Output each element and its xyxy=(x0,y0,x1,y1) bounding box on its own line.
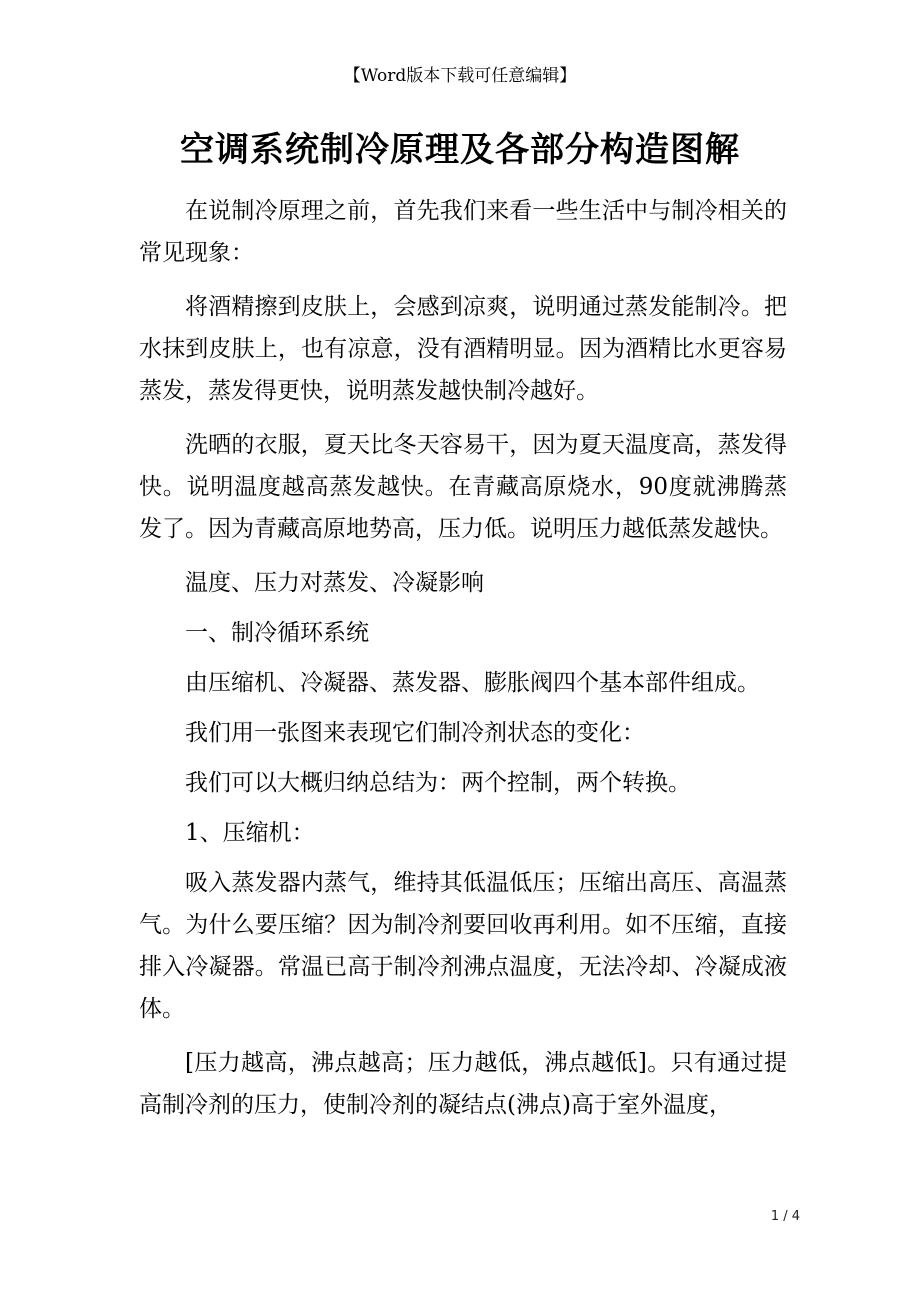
document-header-note: 【Word版本下载可任意编辑】 xyxy=(343,66,577,86)
paragraph-heading-influence: 温度、压力对蒸发、冷凝影响 xyxy=(185,570,484,596)
paragraph-intro: 在说制冷原理之前，首先我们来看一些生活中与制冷相关的常见现象： xyxy=(139,198,787,266)
page-number: 1 / 4 xyxy=(770,1209,800,1224)
paragraph-diagram-intro: 我们用一张图来表现它们制冷剂状态的变化： xyxy=(185,720,645,746)
paragraph-compressor: 吸入蒸发器内蒸气，维持其低温低压；压缩出高压、高温蒸气。为什么要压缩？因为制冷剂要回收再利用。如不压缩，直接排入冷凝器。常温已高于制冷剂沸点温度，无法冷却、冷凝成液体。 xyxy=(139,870,787,1022)
paragraph-summary: 我们可以大概归纳总结为：两个控制，两个转换。 xyxy=(185,770,691,796)
paragraph-components: 由压缩机、冷凝器、蒸发器、膨胀阀四个基本部件组成。 xyxy=(185,670,760,696)
paragraph-alcohol: 将酒精擦到皮肤上，会感到凉爽，说明通过蒸发能制冷。把水抹到皮肤上，也有凉意，没有酒精明显。因为酒精比水更容易蒸发，蒸发得更快，说明蒸发越快制冷越好。 xyxy=(139,294,787,404)
section-heading-refrigeration-cycle: 一、制冷循环系统 xyxy=(185,620,369,646)
paragraph-clothes: 洗晒的衣服，夏天比冬天容易干，因为夏天温度高，蒸发得快。说明温度越高蒸发越快。在青藏高原烧水，90度就沸腾蒸发了。因为青藏高原地势高，压力低。说明压力越低蒸发越快。 xyxy=(139,432,787,542)
paragraph-pressure: [压力越高，沸点越高；压力越低，沸点越低]。只有通过提高制冷剂的压力，使制冷剂的凝结点(沸点)高于室外温度， xyxy=(139,1050,787,1118)
page-title: 空调系统制冷原理及各部分构造图解 xyxy=(180,130,740,170)
subheading-compressor: 1、压缩机： xyxy=(185,820,315,846)
document-body xyxy=(139,190,787,1138)
